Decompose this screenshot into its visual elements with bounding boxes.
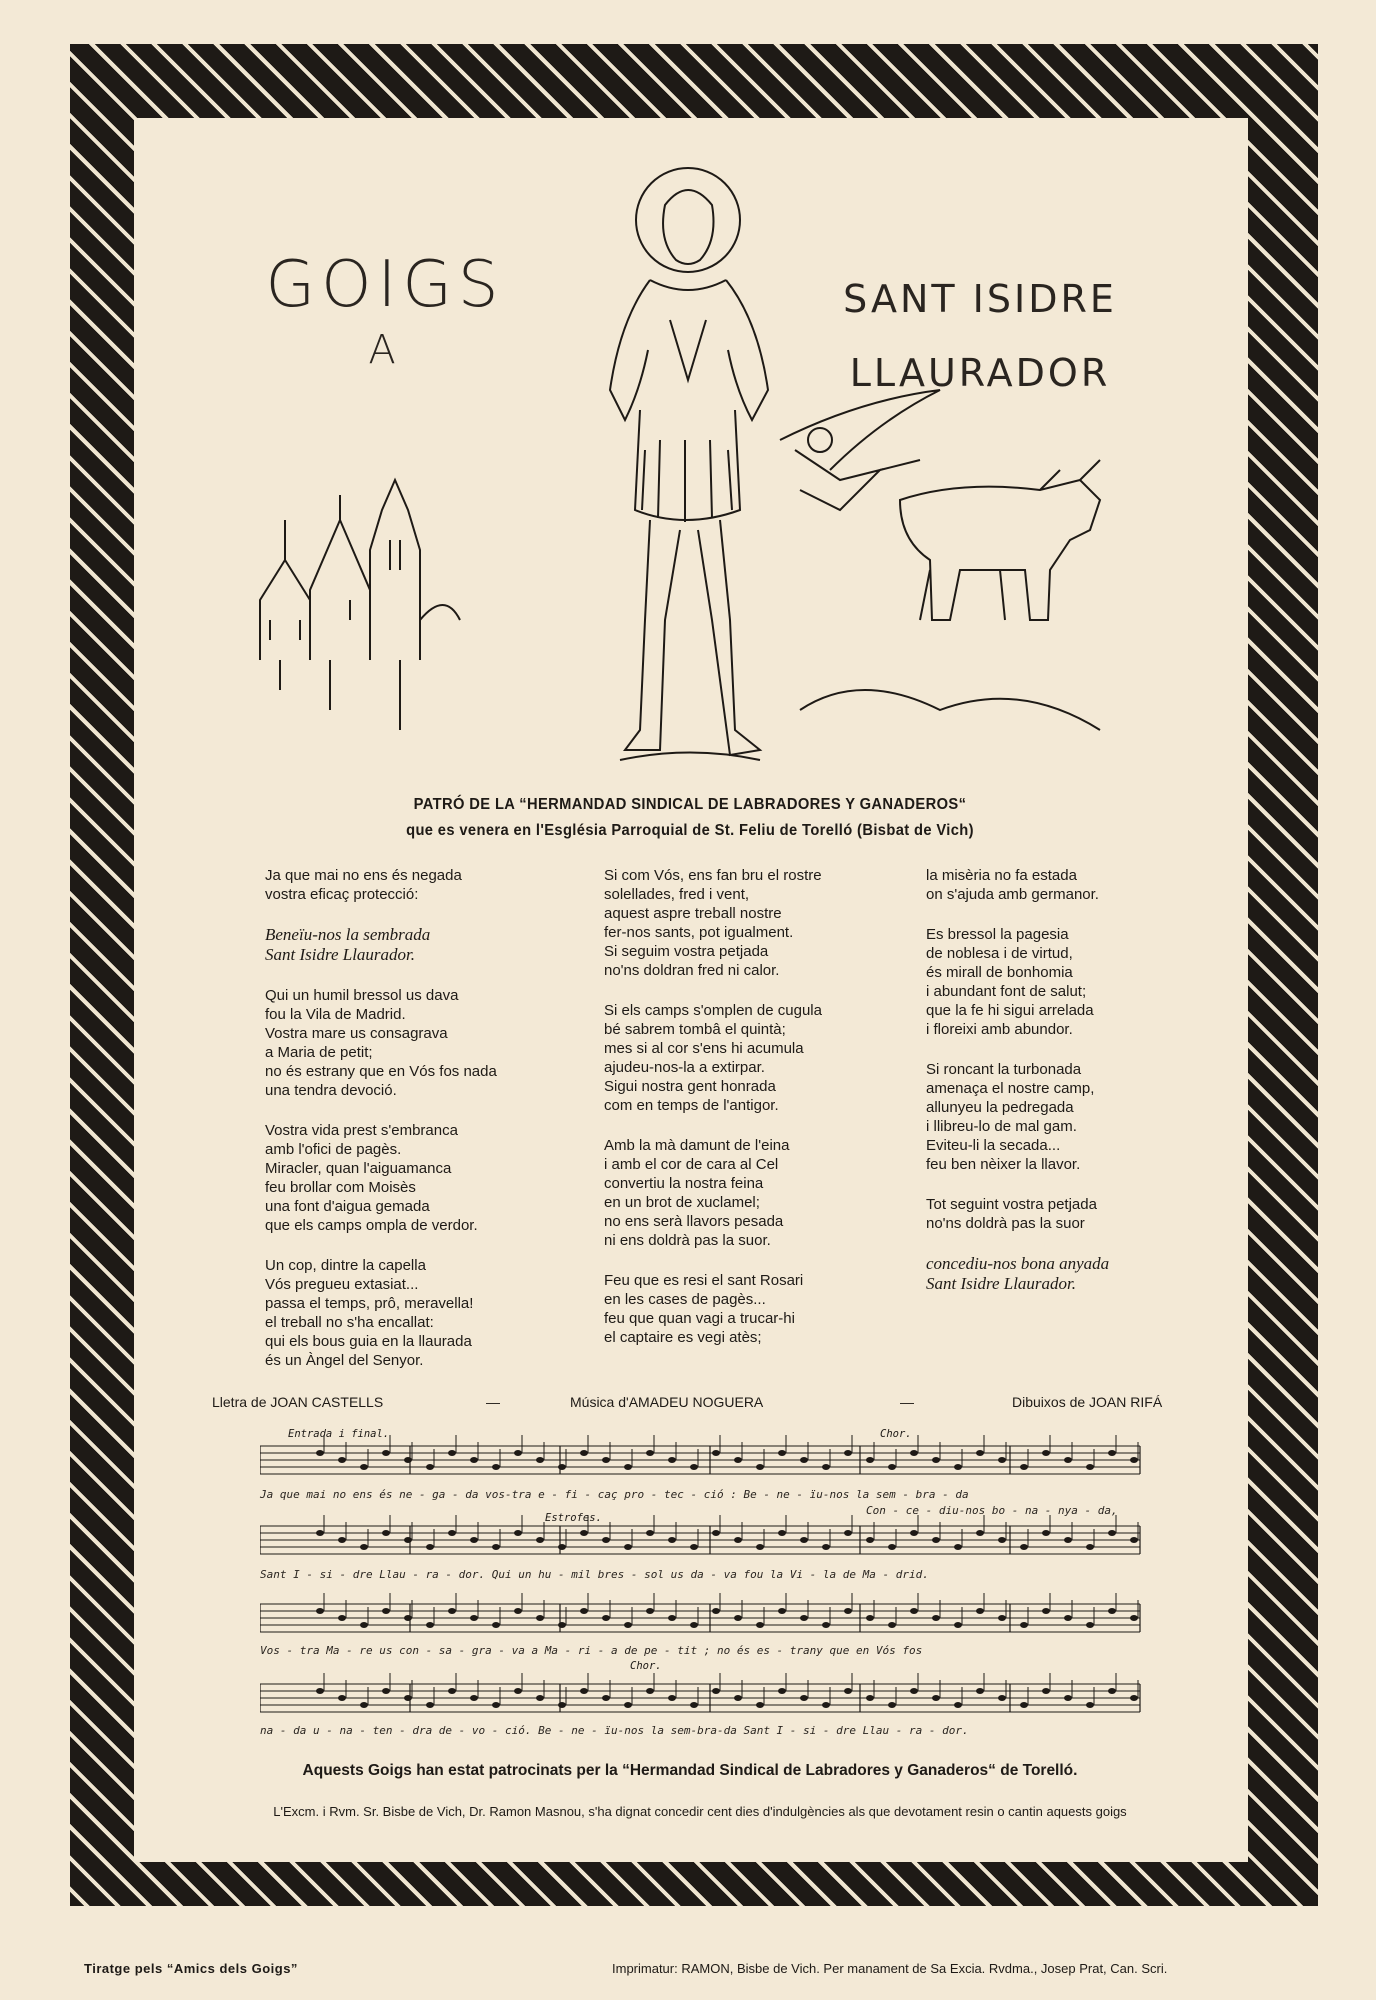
verse-line: bé sabrem tombâ el quintà;: [604, 1021, 786, 1038]
verse-line: passa el temps, prô, meravella!: [265, 1295, 474, 1312]
verse-line: ni ens doldrà pas la suor.: [604, 1232, 771, 1249]
indulgence-note: L'Excm. i Rvm. Sr. Bisbe de Vich, Dr. Ramon Masnou, s'ha dignat concedir cent dies d'indulgències als que devotament resin o cantin aquests goigs: [273, 1804, 1127, 1819]
verse-line: el captaire es vegi atès;: [604, 1329, 762, 1346]
verse-line: el treball no s'ha encallat:: [265, 1314, 434, 1331]
verse-line: Vostra mare us consagrava: [265, 1025, 448, 1042]
verse-line: de noblesa i de virtud,: [926, 945, 1073, 962]
verse-line: Tot seguint vostra petjada: [926, 1196, 1097, 1213]
stanza: [926, 1060, 1226, 1174]
footer-right: Imprimatur: RAMON, Bisbe de Vich. Per manament de Sa Excia. Rvdma., Josep Prat, Can. Scri.: [612, 1961, 1168, 1976]
verse-line: feu que quan vagi a trucar-hi: [604, 1310, 795, 1327]
verse-line: que la fe hi sigui arrelada: [926, 1002, 1094, 1019]
verse-line: no'ns doldrà pas la suor: [926, 1215, 1085, 1232]
title-a-word: A: [368, 327, 402, 373]
score-mark-entrada: Entrada i final.: [288, 1428, 390, 1440]
stanza: [265, 986, 565, 1100]
verse-line: en les cases de pagès...: [604, 1291, 766, 1308]
stanza: [926, 925, 1226, 1039]
verse-line: on s'ajuda amb germanor.: [926, 886, 1099, 903]
verse-line: Feu que es resi el sant Rosari: [604, 1272, 804, 1289]
verse-line: en un brot de xuclamel;: [604, 1194, 760, 1211]
stanza: [265, 1256, 565, 1370]
stanza: [265, 1121, 565, 1235]
verse-line: Si seguim vostra petjada: [604, 943, 769, 960]
verse-line: Si els camps s'omplen de cugula: [604, 1002, 822, 1019]
verse-line: Si roncant la turbonada: [926, 1061, 1082, 1078]
refrain-line: Sant Isidre Llaurador.: [926, 1274, 1077, 1293]
subtitle-line-1: PATRÓ DE LA “HERMANDAD SINDICAL DE LABRADORES Y GANADEROS“: [413, 796, 967, 813]
stanza: [604, 1271, 904, 1347]
score-lyrics-2: Sant I - si - dre Llau - ra - dor. Qui un hu - mil bres - sol us da - va fou la Vi - la de Ma - drid.: [260, 1568, 929, 1581]
patronage-subtitle: [239, 792, 1141, 844]
verse-line: vostra eficaç protecció:: [265, 886, 419, 903]
ground-line: [620, 690, 1100, 760]
verse-line: a Maria de petit;: [265, 1044, 373, 1061]
verse-line: fou la Vila de Madrid.: [265, 1006, 406, 1023]
title-saint-role: LLAURADOR: [849, 351, 1111, 395]
verse-line: Es bressol la pagesia: [926, 926, 1069, 943]
score-lyrics-4: na - da u - na - ten - dra de - vo - ció. Be - ne - ïu-nos la sem-bra-da Sant I - si - dre Llau - ra - dor.: [260, 1724, 969, 1737]
credit-dash-1: —: [486, 1394, 500, 1410]
verse-line: com en temps de l'antigor.: [604, 1097, 779, 1114]
subtitle-line-2: que es venera en l'Església Parroquial de St. Feliu de Torelló (Bisbat de Vich): [406, 822, 974, 839]
verse-line: Vostra vida prest s'embranca: [265, 1122, 458, 1139]
verse-line: la misèria no fa estada: [926, 867, 1077, 884]
verse-line: Un cop, dintre la capella: [265, 1257, 426, 1274]
verse-line: Amb la mà damunt de l'eina: [604, 1137, 790, 1154]
stanza: [265, 925, 565, 965]
verse-line: mes si al cor s'ens hi acumula: [604, 1040, 804, 1057]
verse-line: solellades, fred i vent,: [604, 886, 750, 903]
saint-illustration: [240, 150, 1140, 780]
credit-dash-2: —: [900, 1394, 914, 1410]
verse-line: allunyeu la pedregada: [926, 1099, 1074, 1116]
verse-line: una font d'aigua gemada: [265, 1198, 430, 1215]
score-mark-chor-1: Chor.: [880, 1428, 912, 1440]
verse-line: aquest aspre treball nostre: [604, 905, 782, 922]
verse-line: amb l'ofici de pagès.: [265, 1141, 402, 1158]
verse-line: i llibreu-lo de mal gam.: [926, 1118, 1077, 1135]
verse-column-1: [265, 866, 565, 1391]
stanza: [926, 1195, 1226, 1233]
verse-line: fer-nos sants, pot igualment.: [604, 924, 794, 941]
verse-line: Sigui nostra gent honrada: [604, 1078, 776, 1095]
stanza: [604, 866, 904, 980]
verse-line: feu brollar com Moisès: [265, 1179, 416, 1196]
verse-line: no'ns doldran fred ni calor.: [604, 962, 780, 979]
verse-line: i amb el cor de cara al Cel: [604, 1156, 779, 1173]
verse-line: i abundant font de salut;: [926, 983, 1087, 1000]
verse-line: Ja que mai no ens és negada: [265, 867, 462, 884]
musical-score: [260, 1428, 1160, 1748]
church-drawing: [260, 480, 460, 730]
angel-drawing: [780, 390, 940, 510]
stanza: [265, 866, 565, 904]
verse-line: una tendra devoció.: [265, 1082, 397, 1099]
footer-left: Tiratge pels “Amics dels Goigs”: [84, 1961, 298, 1976]
verse-line: que els camps ompla de verdor.: [265, 1217, 478, 1234]
oxen-drawing: [900, 460, 1100, 620]
score-lyrics-3: Vos - tra Ma - re us con - sa - gra - va a Ma - ri - a de pe - tit ; no és es - trany que en Vós fos: [260, 1644, 923, 1657]
verse-line: no és estrany que en Vós fos nada: [265, 1063, 497, 1080]
sponsor-note: Aquests Goigs han estat patrocinats per la “Hermandad Sindical de Labradores y Ganaderos“ de Torelló.: [302, 1762, 1078, 1779]
verse-line: ajudeu-nos-la a extirpar.: [604, 1059, 765, 1076]
score-lyrics-1b: Con - ce - diu-nos bo - na - nya - da,: [866, 1504, 1118, 1517]
title-saint-name: SANT ISIDRE: [843, 277, 1117, 321]
verse-column-2: [604, 866, 904, 1368]
verse-line: feu ben nèixer la llavor.: [926, 1156, 1081, 1173]
stanza: [604, 1001, 904, 1115]
refrain-line: Beneïu-nos la sembrada: [265, 925, 431, 944]
verse-line: és mirall de bonhomia: [926, 964, 1073, 981]
score-lyrics-1: Ja que mai no ens és ne - ga - da vos-tra e - fi - caç pro - tec - ció : Be - ne - ïu-nos la sem - bra - da: [260, 1488, 969, 1501]
verse-line: Miracler, quan l'aiguamanca: [265, 1160, 452, 1177]
stanza: [604, 1136, 904, 1250]
verse-line: és un Àngel del Senyor.: [265, 1352, 424, 1369]
credit-music: Música d'AMADEU NOGUERA: [570, 1394, 764, 1410]
verse-line: qui els bous guia en la llaurada: [265, 1333, 472, 1350]
verse-line: Vós pregueu extasiat...: [265, 1276, 419, 1293]
stanza: [926, 1254, 1226, 1294]
verse-line: Si com Vós, ens fan bru el rostre: [604, 867, 822, 884]
saint-figure: [610, 168, 768, 755]
credit-lyrics: Lletra de JOAN CASTELLS: [212, 1394, 384, 1410]
verse-line: convertiu la nostra feina: [604, 1175, 764, 1192]
verse-column-3: [926, 866, 1226, 1315]
verse-line: amenaça el nostre camp,: [926, 1080, 1095, 1097]
title-goigs-word: GOIGS: [265, 248, 505, 322]
verse-line: Eviteu-li la secada...: [926, 1137, 1061, 1154]
verse-line: no ens serà llavors pesada: [604, 1213, 784, 1230]
verse-line: i floreixi amb abundor.: [926, 1021, 1073, 1038]
staff-lines: [260, 1428, 1160, 1748]
refrain-line: concediu-nos bona anyada: [926, 1254, 1110, 1273]
score-mark-chor-2: Chor.: [630, 1660, 662, 1672]
verse-line: Qui un humil bressol us dava: [265, 987, 459, 1004]
refrain-line: Sant Isidre Llaurador.: [265, 945, 416, 964]
stanza: [926, 866, 1226, 904]
credit-drawings: Dibuixos de JOAN RIFÁ: [1012, 1394, 1163, 1410]
score-mark-estrofes: Estrofes.: [545, 1512, 602, 1524]
